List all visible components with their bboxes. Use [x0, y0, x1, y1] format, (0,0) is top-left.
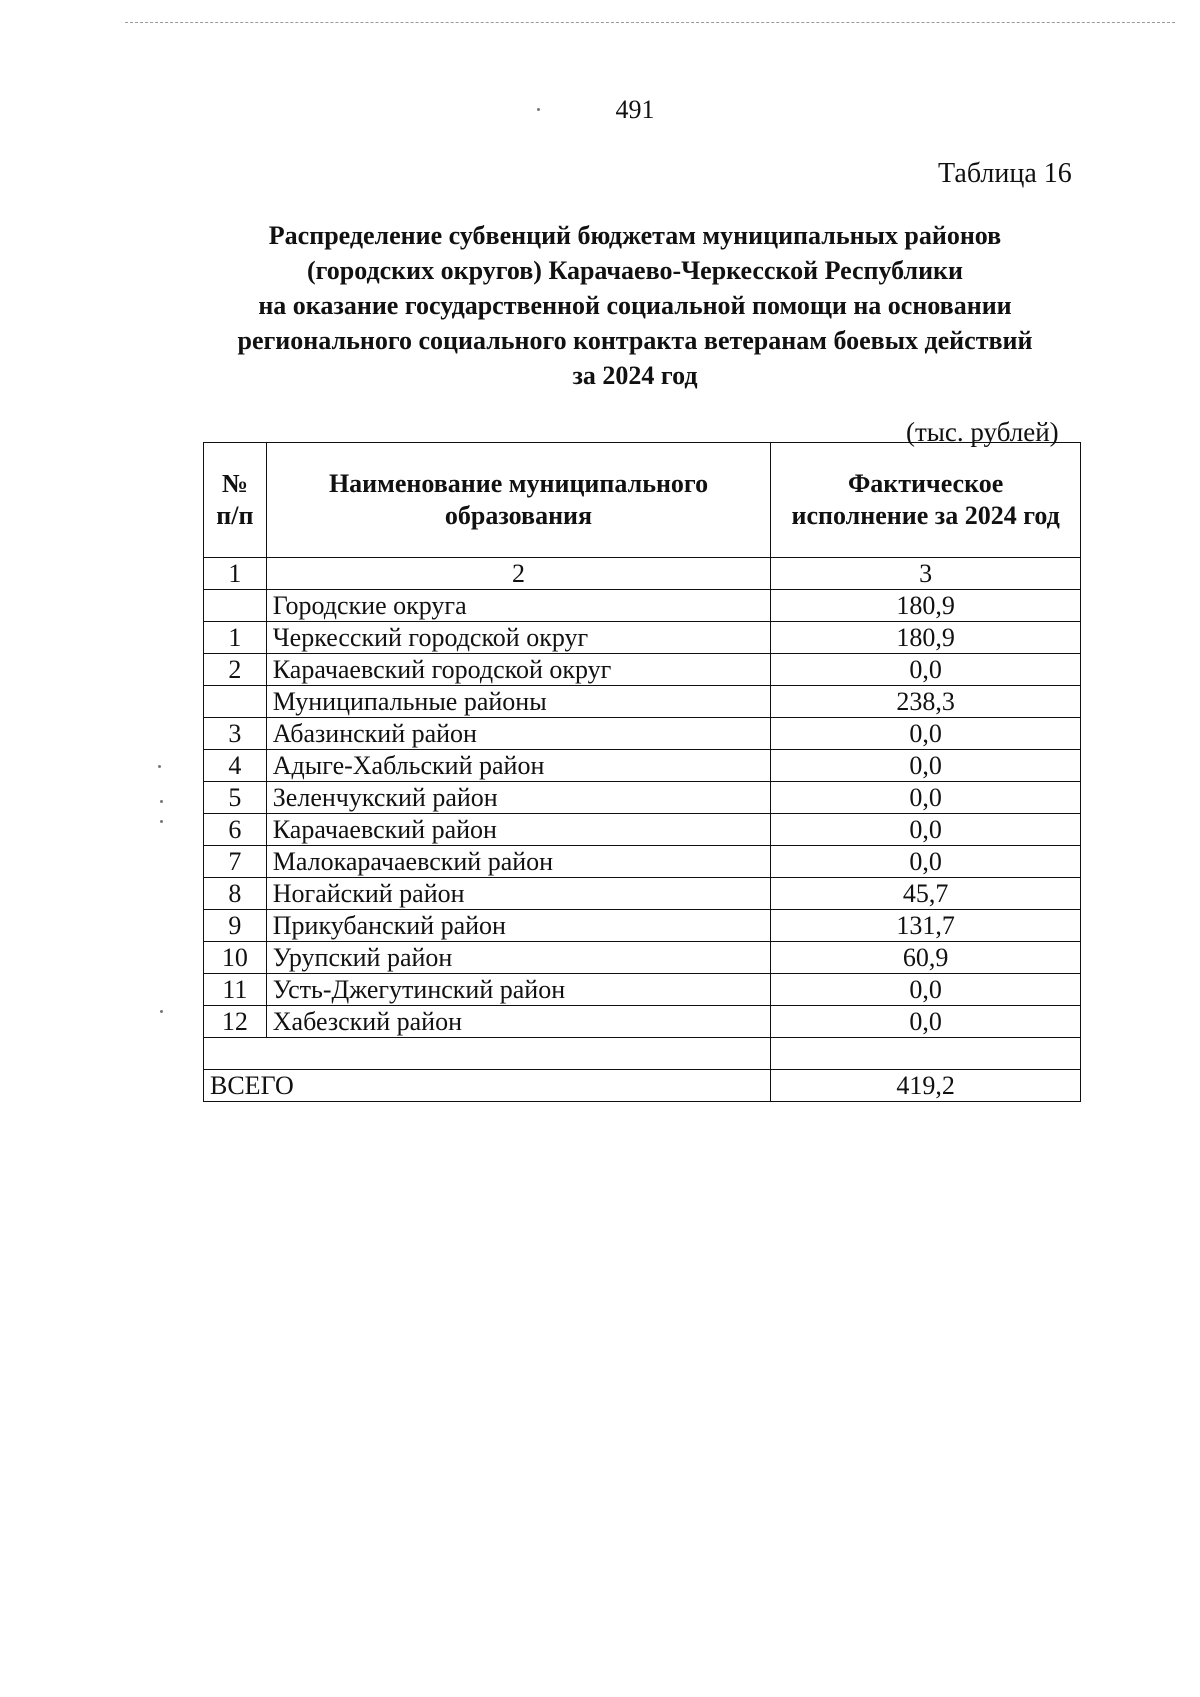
row-value: 131,7	[771, 910, 1081, 942]
row-value: 0,0	[771, 782, 1081, 814]
row-name: Прикубанский район	[266, 910, 770, 942]
row-value: 238,3	[771, 686, 1081, 718]
empty-row	[204, 1038, 1081, 1070]
row-number: 8	[204, 878, 267, 910]
row-number: 10	[204, 942, 267, 974]
row-number: 5	[204, 782, 267, 814]
title-line-1: Распределение субвенций бюджетам муниципальных районов	[268, 221, 1002, 250]
row-value: 0,0	[771, 654, 1081, 686]
title-line-5: за 2024 год	[572, 361, 698, 390]
row-name: Абазинский район	[266, 718, 770, 750]
row-number: 3	[204, 718, 267, 750]
row-name: Муниципальные районы	[266, 686, 770, 718]
row-number: 1	[204, 622, 267, 654]
row-name: Карачаевский район	[266, 814, 770, 846]
title-line-2: (городских округов) Карачаево-Черкесской Республики	[306, 256, 964, 285]
scan-speck	[537, 108, 540, 111]
table-row	[204, 974, 1081, 1006]
total-label: ВСЕГО	[204, 1070, 771, 1102]
row-number: 12	[204, 1006, 267, 1038]
empty-cell	[204, 1038, 771, 1070]
table-row	[204, 750, 1081, 782]
scan-speck	[160, 820, 163, 823]
row-value: 180,9	[771, 590, 1081, 622]
column-number-row	[204, 558, 1081, 590]
row-name: Малокарачаевский район	[266, 846, 770, 878]
row-number: 7	[204, 846, 267, 878]
table-row	[204, 686, 1081, 718]
column-number: 3	[771, 558, 1081, 590]
row-name: Ногайский район	[266, 878, 770, 910]
row-name: Зеленчукский район	[266, 782, 770, 814]
row-name: Черкесский городской округ	[266, 622, 770, 654]
table-row	[204, 718, 1081, 750]
row-value: 0,0	[771, 846, 1081, 878]
row-name: Усть-Джегутинский район	[266, 974, 770, 1006]
table-row	[204, 1006, 1081, 1038]
row-number	[204, 590, 267, 622]
row-name: Карачаевский городской округ	[266, 654, 770, 686]
row-value: 60,9	[771, 942, 1081, 974]
header-name: Наименование муниципального образования	[266, 443, 770, 558]
total-value: 419,2	[771, 1070, 1081, 1102]
table-row	[204, 782, 1081, 814]
table-row	[204, 622, 1081, 654]
table-row	[204, 590, 1081, 622]
table-row	[204, 910, 1081, 942]
table-row	[204, 942, 1081, 974]
row-number	[204, 686, 267, 718]
title-line-3: на оказание государственной социальной помощи на основании	[258, 291, 1012, 320]
header-value: Фактическое исполнение за 2024 год	[771, 443, 1081, 558]
table-row	[204, 814, 1081, 846]
row-value: 45,7	[771, 878, 1081, 910]
row-name: Городские округа	[266, 590, 770, 622]
row-value: 0,0	[771, 718, 1081, 750]
table-row	[204, 846, 1081, 878]
page-number: 491	[615, 95, 655, 124]
row-name: Урупский район	[266, 942, 770, 974]
table-row	[204, 654, 1081, 686]
row-number: 11	[204, 974, 267, 1006]
title-line-4: регионального социального контракта ветеранам боевых действий	[237, 326, 1033, 355]
document-title	[170, 218, 1100, 393]
header-row	[204, 443, 1081, 558]
row-value: 0,0	[771, 974, 1081, 1006]
header-num: № п/п	[204, 443, 267, 558]
subvention-table	[203, 442, 1081, 1102]
row-number: 9	[204, 910, 267, 942]
column-number: 2	[266, 558, 770, 590]
scan-speck	[158, 765, 161, 768]
scan-speck	[160, 800, 163, 803]
units-note: (тыс. рублей)	[906, 417, 1059, 447]
total-row	[204, 1070, 1081, 1102]
table-label: Таблица 16	[938, 158, 1072, 189]
table-body	[204, 558, 1081, 1038]
row-name: Адыге-Хабльский район	[266, 750, 770, 782]
scan-speck	[160, 1010, 163, 1013]
row-number: 4	[204, 750, 267, 782]
row-value: 0,0	[771, 750, 1081, 782]
empty-cell	[771, 1038, 1081, 1070]
column-number: 1	[204, 558, 267, 590]
row-value: 180,9	[771, 622, 1081, 654]
row-name: Хабезский район	[266, 1006, 770, 1038]
table-row	[204, 878, 1081, 910]
scan-edge-line	[125, 22, 1175, 23]
row-number: 2	[204, 654, 267, 686]
row-value: 0,0	[771, 1006, 1081, 1038]
row-number: 6	[204, 814, 267, 846]
row-value: 0,0	[771, 814, 1081, 846]
